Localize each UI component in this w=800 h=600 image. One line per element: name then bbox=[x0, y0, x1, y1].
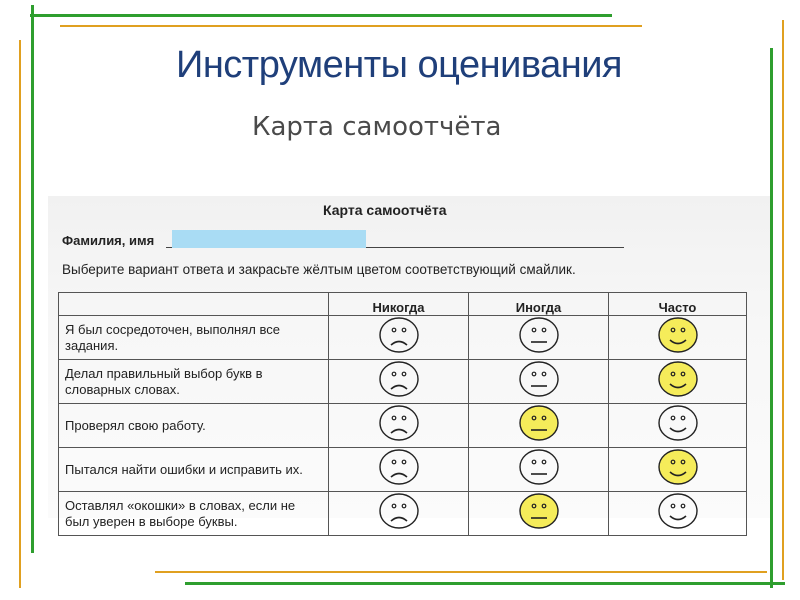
card-title: Карта самоотчёта bbox=[323, 202, 447, 218]
name-label: Фамилия, имя bbox=[62, 233, 155, 248]
row-statement: Я был сосредоточен, выполнял все задания. bbox=[59, 316, 329, 360]
face-cell bbox=[469, 404, 609, 448]
self-report-card-photo bbox=[48, 196, 770, 529]
table-row bbox=[59, 316, 747, 360]
sad-face-icon[interactable] bbox=[378, 404, 420, 442]
column-header bbox=[59, 293, 329, 316]
face-cell bbox=[469, 492, 609, 536]
neutral-face-icon[interactable] bbox=[518, 316, 560, 354]
face-cell bbox=[329, 360, 469, 404]
face-cell bbox=[609, 316, 747, 360]
happy-face-icon[interactable] bbox=[657, 404, 699, 442]
face-cell bbox=[609, 404, 747, 448]
face-cell bbox=[329, 448, 469, 492]
face-cell bbox=[329, 404, 469, 448]
face-cell bbox=[329, 492, 469, 536]
happy-face-icon[interactable] bbox=[657, 492, 699, 530]
face-cell bbox=[469, 360, 609, 404]
table-header-row bbox=[59, 293, 747, 316]
row-statement: Оставлял «окошки» в словах, если не был уверен в выборе буквы. bbox=[59, 492, 329, 536]
frame-line-right-green bbox=[770, 48, 773, 588]
happy-face-icon[interactable] bbox=[657, 316, 699, 354]
neutral-face-icon[interactable] bbox=[518, 360, 560, 398]
column-header-sometimes: Иногда bbox=[469, 293, 609, 316]
column-header-often: Часто bbox=[609, 293, 747, 316]
frame-line-left-green bbox=[31, 5, 34, 553]
frame-line-left-orange bbox=[19, 40, 21, 588]
face-cell bbox=[329, 316, 469, 360]
table-row bbox=[59, 360, 747, 404]
row-statement: Пытался найти ошибки и исправить их. bbox=[59, 448, 329, 492]
column-header-never: Никогда bbox=[329, 293, 469, 316]
face-cell bbox=[609, 448, 747, 492]
happy-face-icon[interactable] bbox=[657, 448, 699, 486]
slide-subtitle: Карта самоотчёта bbox=[252, 112, 502, 142]
sad-face-icon[interactable] bbox=[378, 316, 420, 354]
frame-line-top-orange bbox=[60, 25, 642, 27]
frame-line-bottom-orange bbox=[155, 571, 767, 573]
self-report-table bbox=[58, 292, 747, 536]
frame-line-top-green bbox=[30, 14, 612, 17]
face-cell bbox=[469, 448, 609, 492]
slide-title: Инструменты оценивания bbox=[176, 44, 623, 86]
happy-face-icon[interactable] bbox=[657, 360, 699, 398]
sad-face-icon[interactable] bbox=[378, 492, 420, 530]
sad-face-icon[interactable] bbox=[378, 448, 420, 486]
row-statement: Делал правильный выбор букв в словарных словах. bbox=[59, 360, 329, 404]
row-statement: Проверял свою работу. bbox=[59, 404, 329, 448]
face-cell bbox=[609, 492, 747, 536]
neutral-face-icon[interactable] bbox=[518, 448, 560, 486]
name-field[interactable] bbox=[172, 230, 366, 248]
sad-face-icon[interactable] bbox=[378, 360, 420, 398]
table-row bbox=[59, 492, 747, 536]
neutral-face-icon[interactable] bbox=[518, 404, 560, 442]
table-row bbox=[59, 448, 747, 492]
frame-line-right-orange bbox=[782, 20, 784, 580]
face-cell bbox=[609, 360, 747, 404]
frame-line-bottom-green bbox=[185, 582, 785, 585]
neutral-face-icon[interactable] bbox=[518, 492, 560, 530]
table-row bbox=[59, 404, 747, 448]
instruction-text: Выберите вариант ответа и закрасьте жёлтым цветом соответствующий смайлик. bbox=[62, 262, 576, 277]
face-cell bbox=[469, 316, 609, 360]
